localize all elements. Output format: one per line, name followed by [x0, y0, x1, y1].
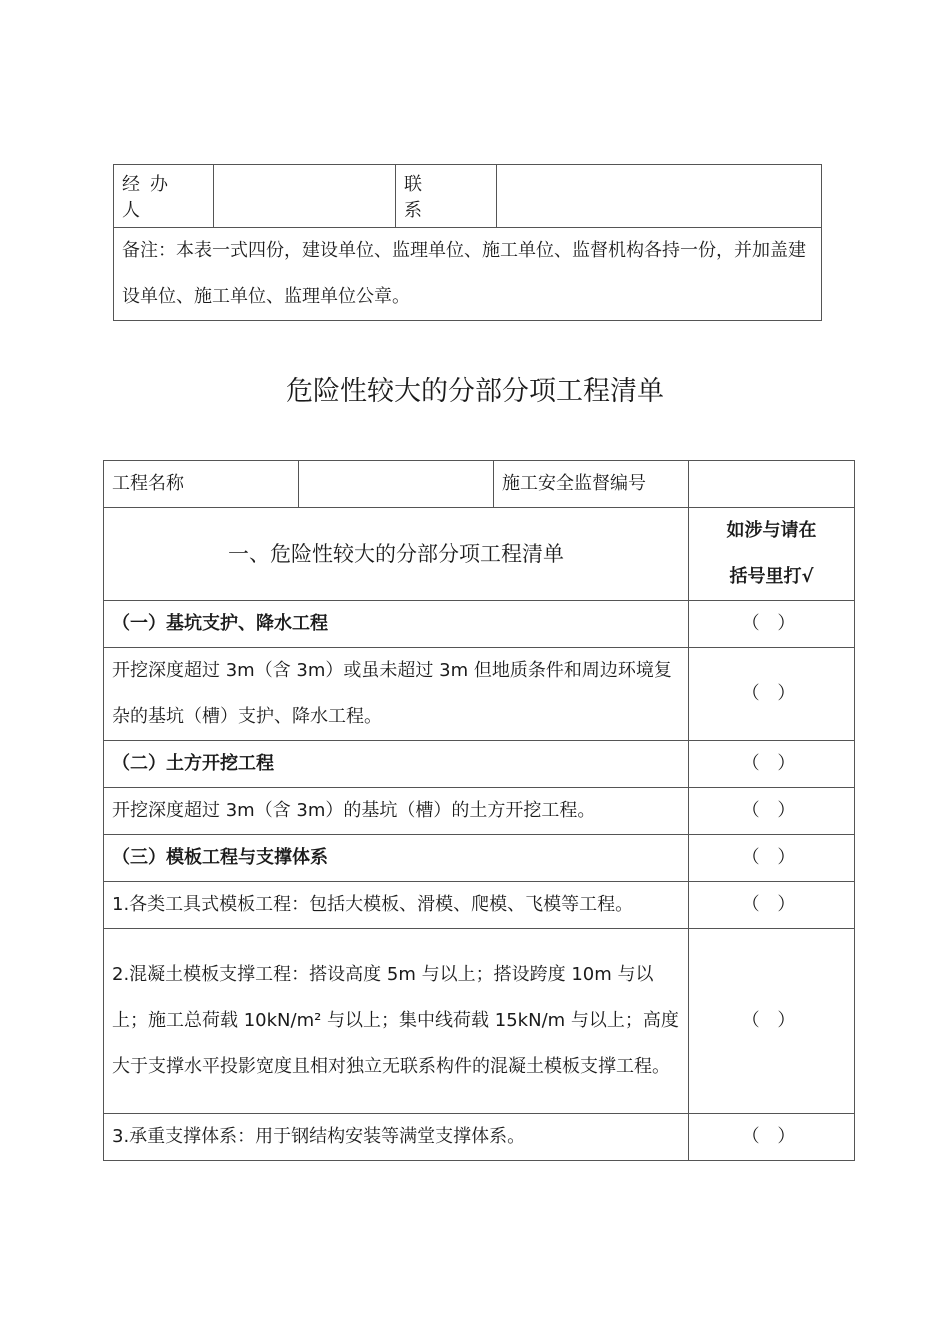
project-info-row — [104, 461, 855, 508]
note-row — [114, 228, 822, 321]
check-mark-cell[interactable]: （ ） — [689, 648, 855, 741]
supervision-no-field[interactable] — [689, 461, 855, 508]
handler-label: 经办人 — [114, 165, 214, 228]
category-heading: （一）基坑支护、降水工程 — [104, 601, 689, 648]
table-row — [104, 882, 855, 929]
table-row — [104, 835, 855, 882]
check-mark-cell[interactable]: （ ） — [689, 1114, 855, 1161]
check-mark-cell[interactable]: （ ） — [689, 741, 855, 788]
check-mark-cell[interactable]: （ ） — [689, 882, 855, 929]
item-description: 2.混凝土模板支撑工程：搭设高度 5m 与以上；搭设跨度 10m 与以上；施工总荷载 10kN/m² 与以上；集中线荷载 15kN/m 与以上；高度大于支撑水平投影宽度且相对独立无联系构件的混凝土模板支撑工程。 — [104, 929, 689, 1114]
table-row — [104, 648, 855, 741]
table-row — [104, 788, 855, 835]
check-mark-cell[interactable]: （ ） — [689, 835, 855, 882]
project-name-field[interactable] — [299, 461, 494, 508]
section-header-row — [104, 508, 855, 601]
contact-label: 联系 — [396, 165, 497, 228]
table-row — [104, 929, 855, 1114]
section-title: 一、危险性较大的分部分项工程清单 — [104, 508, 689, 601]
category-heading: （三）模板工程与支撑体系 — [104, 835, 689, 882]
table-row — [104, 1114, 855, 1161]
hazard-project-table — [103, 460, 855, 1161]
project-name-label: 工程名称 — [104, 461, 299, 508]
supervision-no-label: 施工安全监督编号 — [494, 461, 689, 508]
check-mark-cell[interactable]: （ ） — [689, 601, 855, 648]
item-description: 开挖深度超过 3m（含 3m）的基坑（槽）的土方开挖工程。 — [104, 788, 689, 835]
note-text: 备注：本表一式四份，建设单位、监理单位、施工单位、监督机构各持一份，并加盖建设单位、施工单位、监理单位公章。 — [114, 228, 822, 321]
check-column-header — [689, 508, 855, 601]
check-header-line2: 括号里打√ — [729, 566, 814, 587]
check-mark-cell[interactable]: （ ） — [689, 929, 855, 1114]
check-header-line1: 如涉与请在 — [726, 520, 817, 541]
registration-footer-table — [113, 164, 822, 321]
handler-field[interactable] — [214, 165, 396, 228]
item-description: 1.各类工具式模板工程：包括大模板、滑模、爬模、飞模等工程。 — [104, 882, 689, 929]
check-mark-cell[interactable]: （ ） — [689, 788, 855, 835]
contact-field[interactable] — [497, 165, 822, 228]
handler-row — [114, 165, 822, 228]
table-row — [104, 601, 855, 648]
category-heading: （二）土方开挖工程 — [104, 741, 689, 788]
item-description: 开挖深度超过 3m（含 3m）或虽未超过 3m 但地质条件和周边环境复杂的基坑（槽）支护、降水工程。 — [104, 648, 689, 741]
table-row — [104, 741, 855, 788]
item-description: 3.承重支撑体系：用于钢结构安装等满堂支撑体系。 — [104, 1114, 689, 1161]
document-title: 危险性较大的分部分项工程清单 — [286, 376, 664, 407]
